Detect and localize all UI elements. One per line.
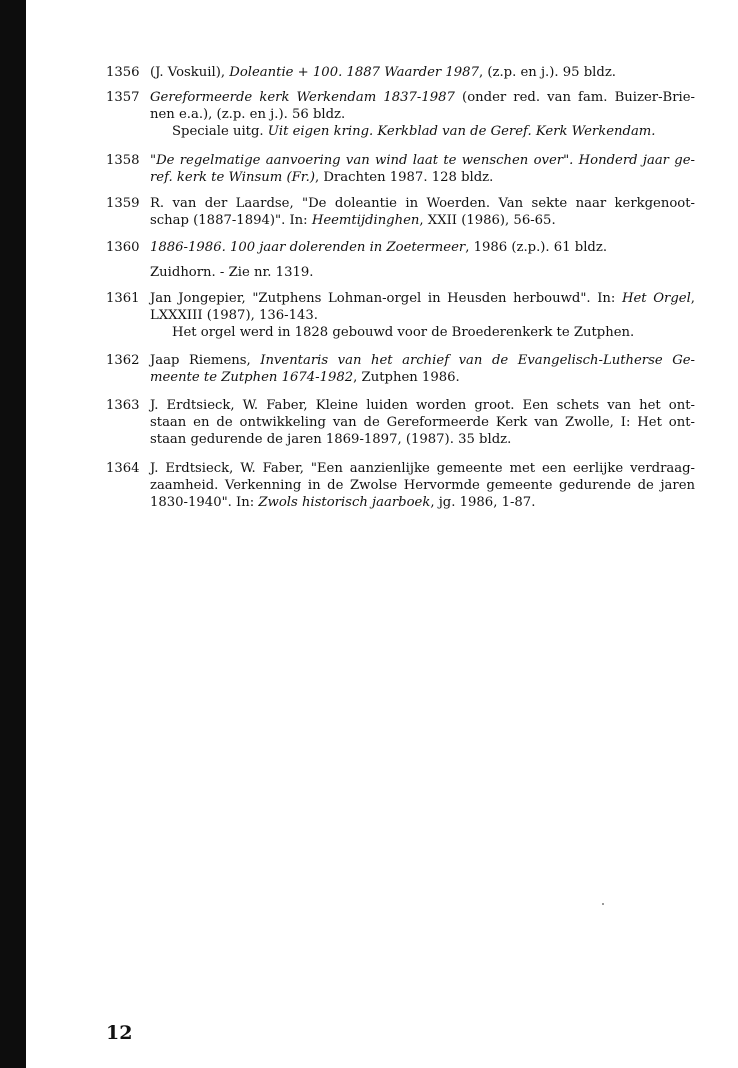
entry-number: 1356 xyxy=(106,65,140,80)
entry-text-part: J. Erdtsieck, W. Faber, "Een aanzienlijke gemeente met een eerlijke verdraag- xyxy=(150,461,695,476)
entry-title: Inventaris van het archief van de Evangelisch-Lutherse Ge- xyxy=(260,353,695,368)
entry-text-part: (J. Voskuil), xyxy=(150,65,230,80)
entry-note xyxy=(150,123,695,140)
entry-text xyxy=(150,89,695,140)
entry-text-part: , Drachten 1987. 128 bldz. xyxy=(314,170,494,185)
entry-text-part: nen e.a.), (z.p. en j.). 56 bldz. xyxy=(150,107,346,122)
entry-text-part: zaamheid. Verkenning in de Zwolse Hervormde gemeente gedurende de jaren xyxy=(150,478,695,493)
entry-text-part: , Zutphen 1986. xyxy=(353,370,460,385)
entry-title: ref. kerk te Winsum (Fr.) xyxy=(150,170,315,185)
entry-title: Gereformeerde kerk Werkendam 1837-1987 xyxy=(150,90,455,105)
entry-number: 1360 xyxy=(106,240,140,255)
entry-text-part: , 1986 (z.p.). 61 bldz. xyxy=(465,240,608,255)
cross-reference-text: Zuidhorn. - Zie nr. 1319. xyxy=(150,265,314,280)
entry-title: Heemtijdinghen xyxy=(311,213,420,228)
entry-title: Doleantie + 100. 1887 Waarder 1987 xyxy=(229,65,479,80)
entry-text-part: , XXII (1986), 56-65. xyxy=(419,213,556,228)
entry-text-part: Jaap Riemens, xyxy=(150,353,261,368)
entry-text-part: Jan Jongepier, "Zutphens Lohman-orgel in Heusden herbouwd". In: xyxy=(150,291,622,306)
entry-text-part: , (z.p. en j.). 95 bldz. xyxy=(478,65,616,80)
entry-number: 1361 xyxy=(106,291,140,306)
entry-note-text: Speciale uitg. xyxy=(172,124,268,139)
entry-text-part: schap (1887-1894)". In: xyxy=(150,213,312,228)
entry-title: meente te Zutphen 1674-1982 xyxy=(150,370,354,385)
scan-edge-bar xyxy=(0,0,26,1068)
entry-number: 1363 xyxy=(106,398,140,413)
entry-number: 1362 xyxy=(106,353,140,368)
entry-text xyxy=(150,64,695,81)
entry-title: Zwols historisch jaarboek xyxy=(258,495,431,510)
entry-number: 1364 xyxy=(106,461,140,476)
entry-text xyxy=(150,195,695,229)
entry-text xyxy=(150,264,695,281)
entry-text xyxy=(150,290,695,341)
entry-text-part: R. van der Laardse, "De doleantie in Woerden. Van sekte naar kerkgenoot- xyxy=(150,196,695,211)
scan-speck xyxy=(602,903,604,905)
entry-text-part: LXXXIII (1987), 136-143. xyxy=(150,308,318,323)
entry-title: Het Orgel xyxy=(621,291,691,306)
entry-note: Het orgel werd in 1828 gebouwd voor de Broederenkerk te Zutphen. xyxy=(172,325,635,340)
entry-text-part: , jg. 1986, 1-87. xyxy=(430,495,536,510)
entry-number: 1358 xyxy=(106,153,140,168)
entry-title: "De regelmatige aanvoering van wind laat te wenschen over". Honderd jaar ge- xyxy=(150,153,695,168)
entry-text xyxy=(150,397,695,448)
entry-text-part: 1830-1940". In: xyxy=(150,495,259,510)
entry-text xyxy=(150,239,695,256)
entry-text-part: J. Erdtsieck, W. Faber, Kleine luiden worden groot. Een schets van het ont- xyxy=(150,398,695,413)
entry-title: 1886-1986. 100 jaar dolerenden in Zoetermeer xyxy=(150,240,466,255)
entry-text xyxy=(150,352,695,386)
entry-number: 1359 xyxy=(106,196,140,211)
entry-text xyxy=(150,460,695,511)
entry-text xyxy=(150,152,695,186)
entry-text-part: staan gedurende de jaren 1869-1897, (1987). 35 bldz. xyxy=(150,432,512,447)
entry-text-part: staan en de ontwikkeling van de Gereformeerde Kerk van Zwolle, I: Het ont- xyxy=(150,415,695,430)
entry-text-part: , xyxy=(690,291,695,306)
entry-note-title: Uit eigen kring. Kerkblad van de Geref. Kerk Werkendam. xyxy=(267,124,656,139)
entry-number: 1357 xyxy=(106,90,140,105)
page-number: 12 xyxy=(106,1022,133,1044)
entry-text-part: (onder red. van fam. Buizer-Brie- xyxy=(454,90,695,105)
